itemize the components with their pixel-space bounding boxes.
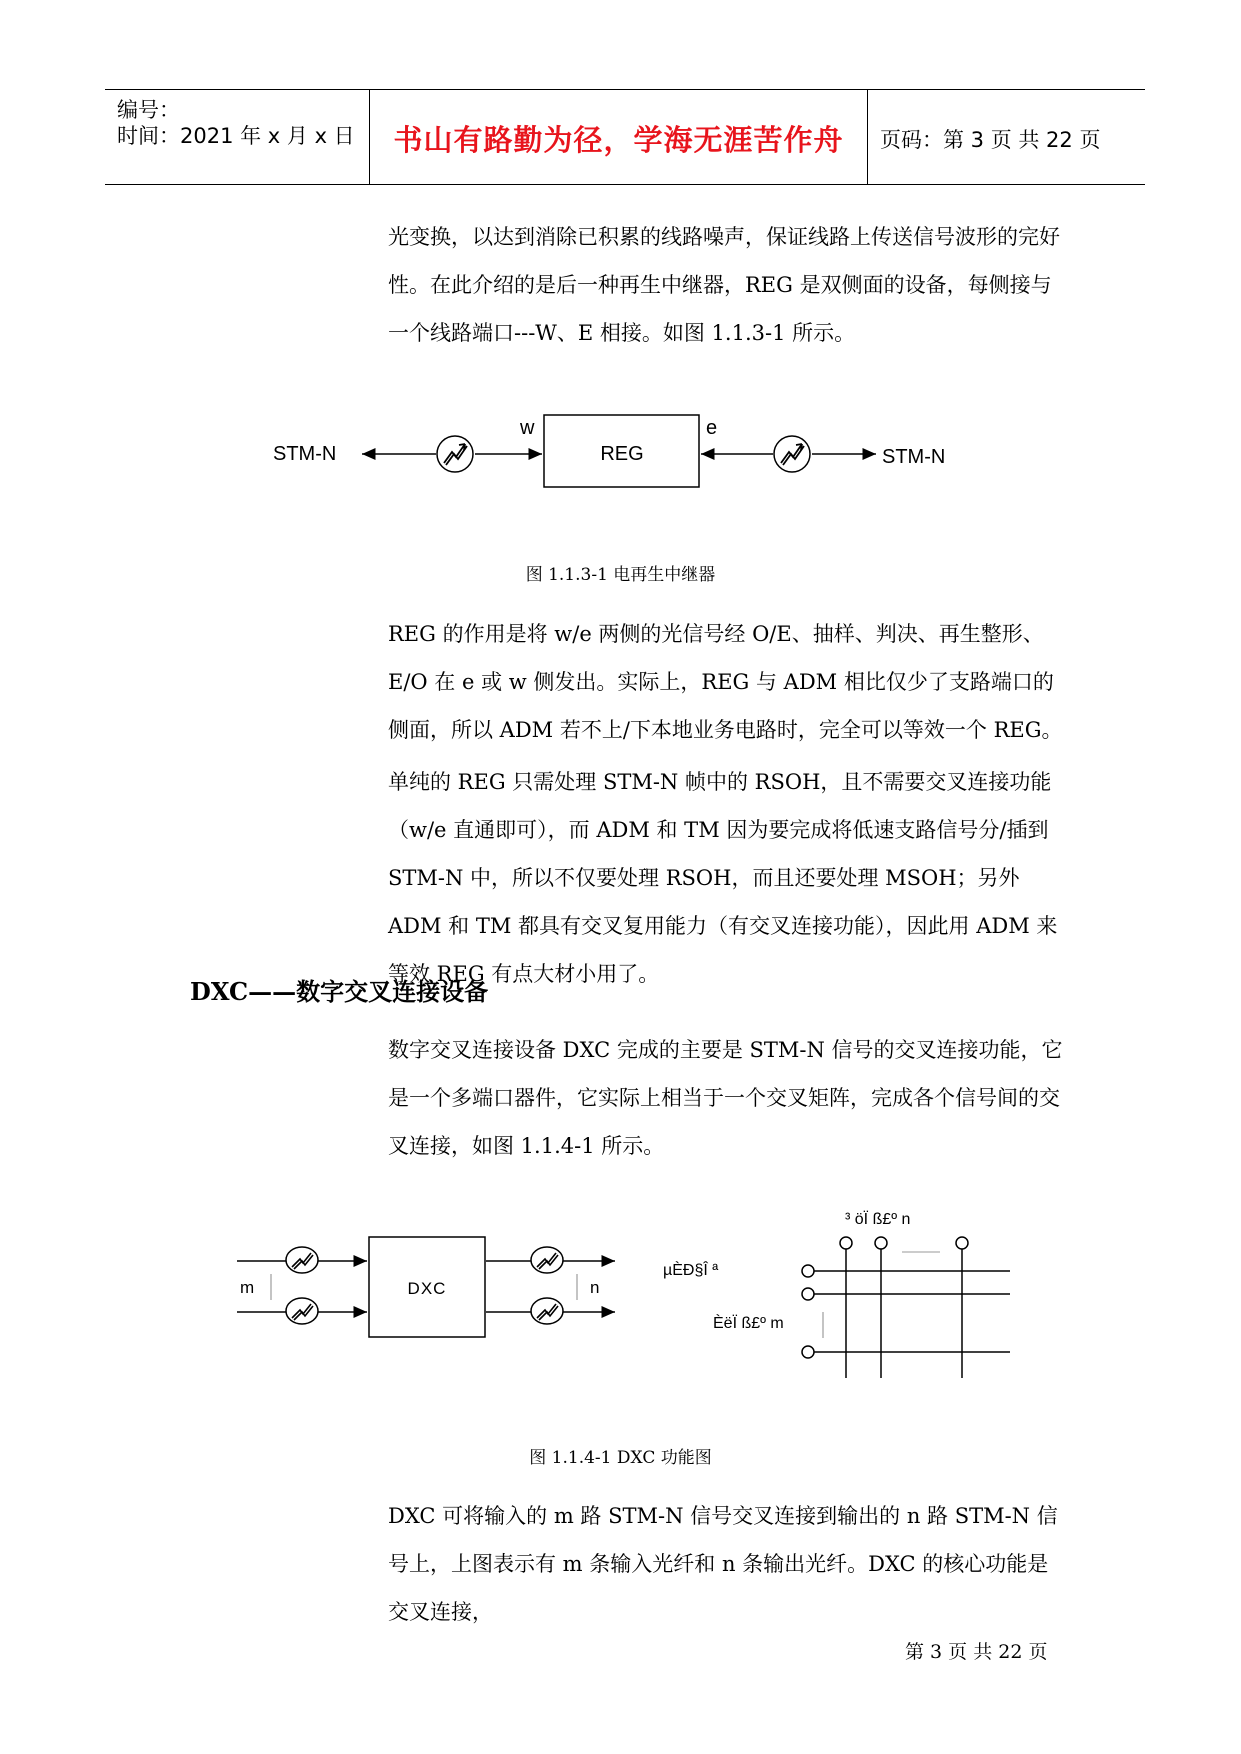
optical-transceiver-icon — [286, 1298, 318, 1324]
page-header — [105, 89, 1145, 185]
cross-matrix — [802, 1237, 1010, 1378]
stm-n-right-label: STM-N — [882, 446, 946, 468]
page-footer: 第 3 页 共 22 页 — [905, 1641, 1048, 1663]
optical-transceiver-icon — [437, 436, 473, 472]
header-meta-cell — [105, 90, 369, 184]
stm-n-left-label: STM-N — [273, 443, 337, 465]
w-port-label: w — [520, 417, 535, 439]
time-label: 时间：2021 年 x 月 x 日 — [117, 124, 355, 148]
m-input-label: m — [240, 1278, 255, 1297]
paragraph-4: 数字交叉连接设备 DXC 完成的主要是 STM-N 信号的交叉连接功能，它是一个多端口器件，它实际上相当于一个交叉矩阵，完成各个信号间的交叉连接，如图 1.1.4-1 所示。 — [388, 1038, 1063, 1158]
dxc-box-label: DXC — [407, 1279, 447, 1298]
n-output-label: n — [590, 1278, 600, 1297]
paragraph-3: 单纯的 REG 只需处理 STM-N 帧中的 RSOH，且不需要交叉连接功能（w/e 直通即可），而 ADM 和 TM 因为要完成将低速支路信号分/插到 STM-N 中，所以不仅要处理 RSOH，而且还要处理 MSOH；另外 ADM 和 TM 都具有交叉复用能力（有交叉连接功能），因此用 ADM 来等效 REG 有点大材小用了。 — [388, 770, 1058, 986]
input-lines-label: ÈëÏ ß£º m — [713, 1315, 784, 1332]
motto: 书山有路勤为径，学海无涯苦作舟 — [393, 123, 844, 157]
page-number-label: 页码：第 3 页 共 22 页 — [880, 128, 1101, 152]
header-motto-cell — [369, 90, 868, 184]
optical-transceiver-icon — [531, 1298, 563, 1324]
paragraph-5: DXC 可将输入的 m 路 STM-N 信号交叉连接到输出的 n 路 STM-N 信号上，上图表示有 m 条输入光纤和 n 条输出光纤。DXC 的核心功能是交叉连接， — [388, 1504, 1058, 1624]
number-label: 编号： — [117, 98, 180, 122]
paragraph-1: 光变换，以达到消除已积累的线路噪声，保证线路上传送信号波形的完好性。在此介绍的是后一种再生中继器，REG 是双侧面的设备，每侧接与一个线路端口---W、E 相接。如图 1.1.3-1 所示。 — [388, 225, 1060, 345]
output-lines-label: ³ öÏ ß£º n — [845, 1211, 911, 1228]
header-page-cell — [868, 90, 1145, 184]
optical-transceiver-icon — [531, 1247, 563, 1273]
reg-diagram — [0, 400, 1241, 520]
reg-box-label: REG — [600, 443, 644, 465]
optical-transceiver-icon — [774, 436, 810, 472]
e-port-label: e — [706, 417, 718, 439]
dxc-diagram — [0, 1200, 1241, 1390]
section-heading: DXC——数字交叉连接设备 — [190, 977, 489, 1006]
paragraph-2: REG 的作用是将 w/e 两侧的光信号经 O/E、抽样、判决、再生整形、E/O 在 e 或 w 侧发出。实际上，REG 与 ADM 相比仅少了支路端口的侧面，所以 ADM 若不上/下本地业务电路时，完全可以等效一个 REG。 — [388, 622, 1063, 742]
optical-transceiver-icon — [286, 1247, 318, 1273]
figure-2-caption: 图 1.1.4-1 DXC 功能图 — [529, 1448, 712, 1468]
figure-1-caption: 图 1.1.3-1 电再生中继器 — [525, 565, 716, 585]
equivalent-label: µÈÐ§Î ª — [663, 1262, 719, 1279]
